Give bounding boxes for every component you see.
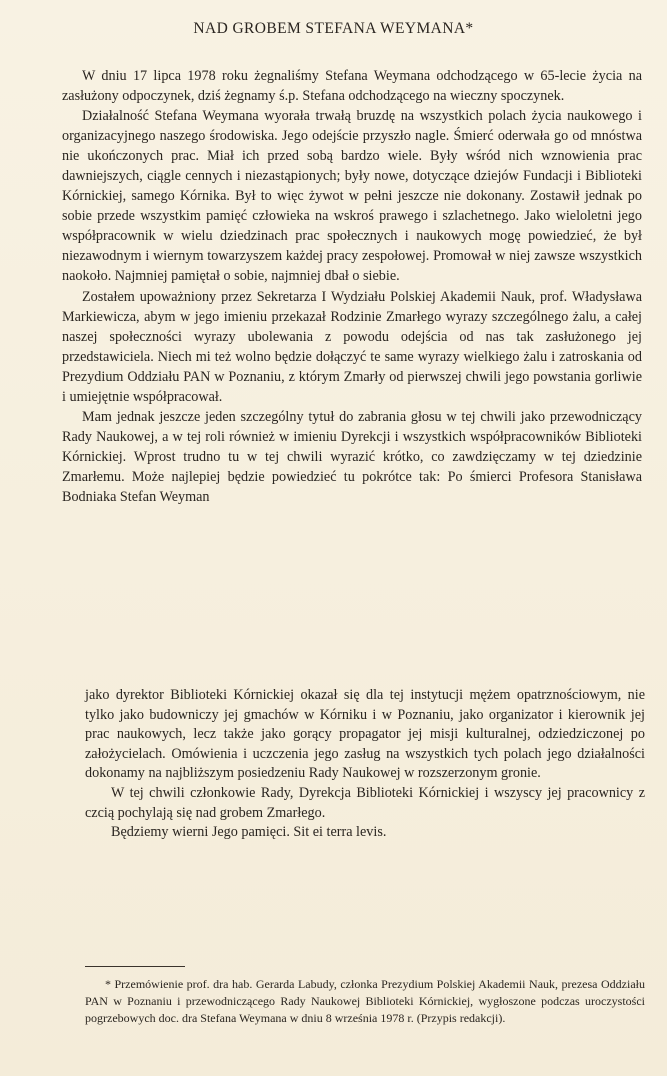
- footnote-divider: [85, 966, 185, 967]
- page-title: NAD GROBEM STEFANA WEYMANA*: [193, 20, 474, 37]
- footnote: * Przemówienie prof. dra hab. Gerarda Labudy, członka Prezydium Polskiej Akademii Nauk, prezesa Oddziału PAN w Poznaniu i przewodniczącego Rady Naukowej Biblioteki Kórnickiej, wygłoszone podczas uroczystości pogrzebowych doc. dra Stefana Weymana w dniu 8 września 1978 r. (Przypis redakcji).: [85, 977, 645, 1026]
- main-text: [62, 66, 642, 507]
- paragraph: Będziemy wierni Jego pamięci. Sit ei terra levis.: [111, 824, 387, 841]
- paragraph: Mam jednak jeszcze jeden szczególny tytuł do zabrania głosu w tej chwili jako przewodniczący Rady Naukowej, a w tej roli również w imieniu Dyrekcji i wszystkich współpracowników Biblioteki Kórnickiej. Wprost trudno tu w tej chwili wyrazić krótko, co zawdzięczamy w tej dziedzinie Zmarłemu. Może najlepiej będzie powiedzieć tu pokrótce tak: Po śmierci Profesora Stanisława Bodniaka Stefan Weyman: [62, 408, 642, 505]
- paragraph: Działalność Stefana Weymana wyorała trwałą bruzdę na wszystkich polach życia naukowego i organizacyjnego naszego środowiska. Jego odejście przyszło nagle. Śmierć oderwała go od mnóstwa nie ukończonych prac. Miał ich przed sobą bardzo wiele. Były wśród nich wznowienia prac dawniejszych, ciągle cennych i niezastąpionych; były nowe, dotyczące dziejów Fundacji i Biblioteki Kórnickiej, samego Kórnika. Był to więc żywot w pełni jeszcze nie dokonany. Zostawił jednak po sobie przede wszystkim pamięć człowieka na wskroś prawego i szlachetnego. Jako wieloletni jego współpracownik w wielu dziedzinach prac społecznych i naukowych mogę powiedzieć, że był niezawodnym i wiernym towarzyszem każdej pracy zespołowej. Promował w niej zawsze wszystkich naokoło. Najmniej pamiętał o sobie, najmniej dbał o siebie.: [62, 108, 642, 285]
- paragraph: jako dyrektor Biblioteki Kórnickiej okazał się dla tej instytucji mężem opatrznościowym, nie tylko jako budowniczy jej gmachów w Kórniku i w Poznaniu, jako organizator i kierownik jej prac naukowych, lecz także jako gorący propagator jej misji kulturalnej, odziedziczonej po założycielach. Omówienia i uczczenia jego zasług na wszystkich tych polach jego działalności dokonamy na najbliższym posiedzeniu Rady Naukowej w rozszerzonym gronie.: [85, 687, 645, 782]
- paragraph: Zostałem upoważniony przez Sekretarza I Wydziału Polskiej Akademii Nauk, prof. Władysława Markiewicza, abym w jego imieniu przekazał Rodzinie Zmarłego wyrazy szczególnego żalu, a całej naszej społeczności wyrazy ubolewania z powodu odejścia od nas tak zasłużonego jej przedstawiciela. Niech mi też wolno będzie dołączyć te same wyrazy wielkiego żalu i zatroskania od Prezydium Oddziału PAN w Poznaniu, z którym Zmarły od pierwszej chwili jego powstania gorliwie i umiejętnie współpracował.: [62, 288, 642, 405]
- paragraph: W dniu 17 lipca 1978 roku żegnaliśmy Stefana Weymana odchodzącego w 65-lecie życia na zasłużony odpoczynek, dziś żegnamy ś.p. Stefana odchodzącego na wieczny spoczynek.: [62, 68, 642, 105]
- continuation-text: [85, 686, 645, 843]
- paragraph: W tej chwili członkowie Rady, Dyrekcja Biblioteki Kórnickiej i wszyscy jej pracownicy z czcią pochylają się nad grobem Zmarłego.: [85, 784, 645, 821]
